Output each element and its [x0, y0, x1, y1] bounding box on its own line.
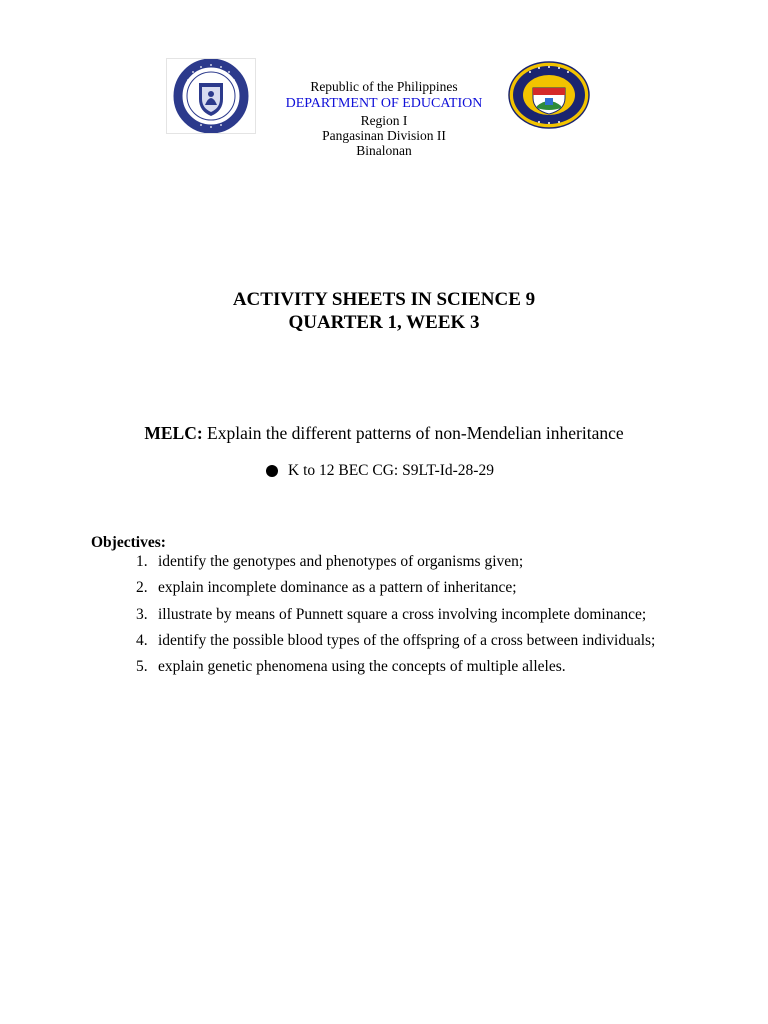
letterhead — [234, 79, 534, 158]
list-item — [136, 575, 696, 601]
title-line-1: ACTIVITY SHEETS IN SCIENCE 9 — [232, 289, 536, 310]
list-item — [136, 654, 696, 680]
list-item-text: explain incomplete dominance as a pattern of inheritance; — [158, 579, 517, 597]
division-line: Pangasinan Division II — [322, 128, 446, 143]
objectives-heading: Objectives: — [91, 534, 166, 551]
list-item-number: 3. — [136, 605, 148, 623]
list-item-text: identify the genotypes and phenotypes of organisms given; — [158, 553, 524, 570]
list-item-text: identify the possible blood types of the offspring of a cross between individuals; — [158, 631, 656, 649]
department-name: DEPARTMENT OF EDUCATION — [285, 96, 483, 111]
list-item — [136, 602, 696, 628]
objectives-list — [136, 549, 696, 680]
region-line: Region I — [360, 113, 408, 128]
republic-line: Republic of the Philippines — [310, 79, 458, 94]
melc-statement — [0, 422, 768, 444]
curriculum-code-text: K to 12 BEC CG: S9LT-Id-28-29 — [288, 462, 494, 479]
curriculum-code — [266, 462, 494, 480]
list-item-number: 1. — [136, 553, 148, 570]
list-item — [136, 628, 696, 654]
list-item-number: 2. — [136, 579, 148, 597]
bullet-icon — [266, 465, 278, 477]
list-item-number: 4. — [136, 631, 148, 649]
title-line-2: QUARTER 1, WEEK 3 — [288, 312, 480, 333]
document-title — [0, 288, 768, 334]
melc-label: MELC: — [144, 423, 203, 443]
list-item-text: illustrate by means of Punnett square a cross involving incomplete dominance; — [158, 605, 647, 623]
town-line: Binalonan — [356, 143, 412, 158]
list-item — [136, 549, 696, 575]
melc-text: Explain the different patterns of non-Mendelian inheritance — [202, 423, 624, 443]
list-item-text: explain genetic phenomena using the concepts of multiple alleles. — [158, 658, 566, 676]
list-item-number: 5. — [136, 658, 148, 676]
